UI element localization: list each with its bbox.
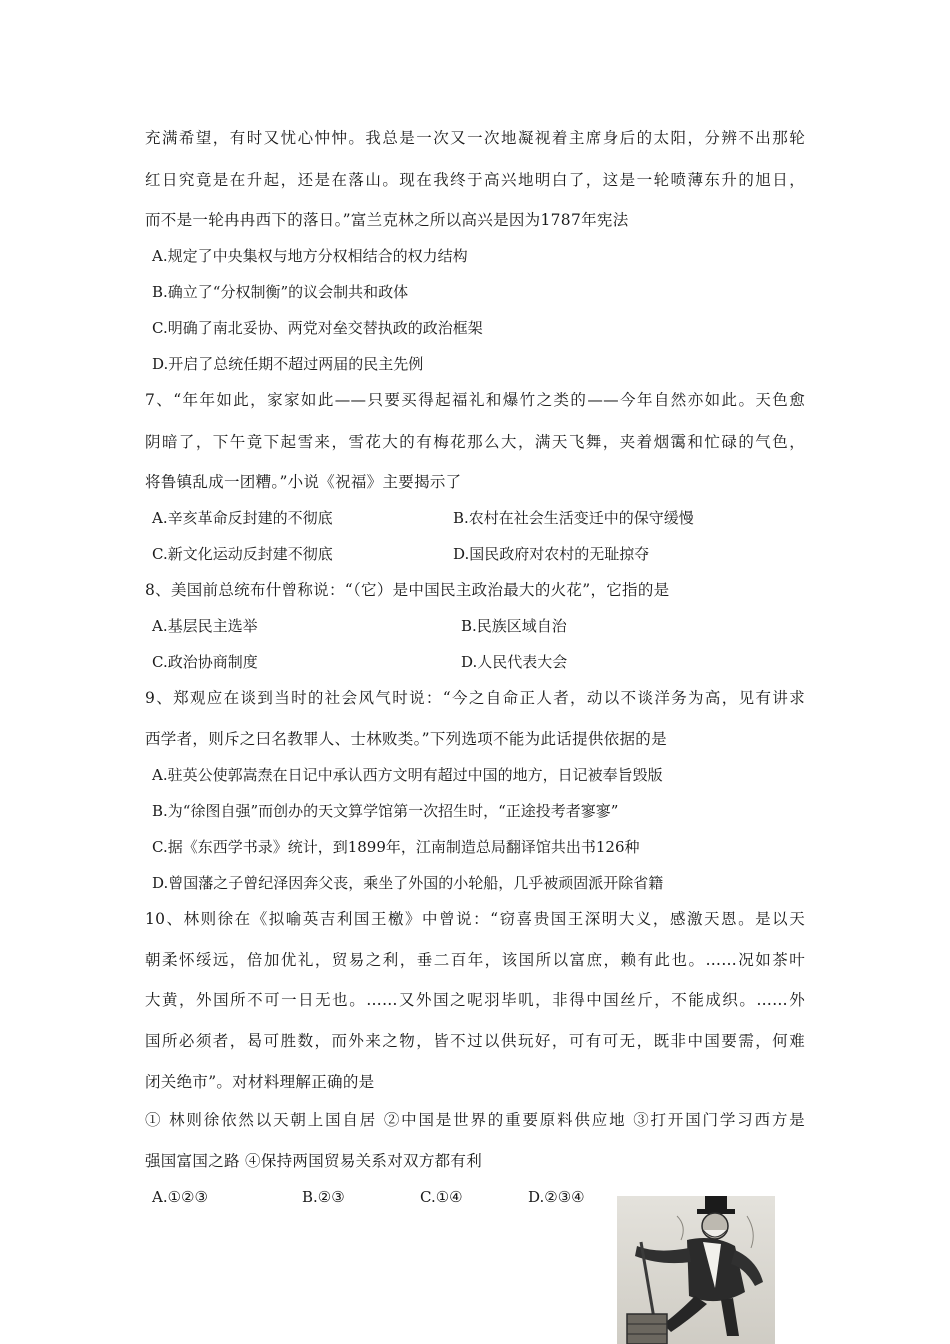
q10-option-b: B.②③ — [302, 1188, 345, 1206]
q7-line-1: 7、“年年如此，家家如此——只要买得起福礼和爆竹之类的——今年自然亦如此。天色愈 — [145, 391, 805, 409]
q8-option-a: A.基层民主选举 — [152, 617, 258, 635]
q10-line-5: 闭关绝市”。对材料理解正确的是 — [145, 1073, 375, 1091]
intro-option-c: C.明确了南北妥协、两党对垒交替执政的政治框架 — [152, 319, 483, 337]
q8-option-d: D.人民代表大会 — [461, 653, 568, 671]
intro-line-2: 红日究竟是在升起，还是在落山。现在我终于高兴地明白了，这是一轮喷薄东升的旭日， — [145, 171, 805, 189]
q8-option-c: C.政治协商制度 — [152, 653, 258, 671]
q7-line-2: 阴暗了，下午竟下起雪来，雪花大的有梅花那么大，满天飞舞，夹着烟霭和忙碌的气色， — [145, 433, 805, 451]
q10-line-3: 大黄，外国所不可一日无也。……又外国之呢羽毕叽，非得中国丝斤，不能成织。……外 — [145, 991, 805, 1009]
q7-option-a: A.辛亥革命反封建的不彻底 — [152, 509, 333, 527]
q10-statements-line-2: 强国富国之路 ④保持两国贸易关系对双方都有利 — [145, 1152, 483, 1170]
q10-line-1: 10、林则徐在《拟喻英吉利国王檄》中曾说：“窃喜贵国王深明大义，感激天恩。是以天 — [145, 910, 805, 928]
q10-line-4: 国所必须者，曷可胜数，而外来之物，皆不过以供玩好，可有可无，既非中国要需，何难 — [145, 1032, 805, 1050]
intro-option-b: B.确立了“分权制衡”的议会制共和政体 — [152, 283, 409, 301]
intro-option-a: A.规定了中央集权与地方分权相结合的权力结构 — [152, 247, 468, 265]
q9-line-1: 9、郑观应在谈到当时的社会风气时说：“今之自命正人者，动以不谈洋务为高，见有讲求 — [145, 689, 805, 707]
q7-line-3: 将鲁镇乱成一团糟。”小说《祝福》主要揭示了 — [145, 473, 462, 491]
intro-option-d: D.开启了总统任期不超过两届的民主先例 — [152, 355, 424, 373]
q9-option-b: B.为“徐图自强”而创办的天文算学馆第一次招生时，“正途投考者寥寥” — [152, 802, 619, 820]
q8-line-1: 8、美国前总统布什曾称说：“（它）是中国民主政治最大的火花”，它指的是 — [145, 581, 670, 599]
q10-option-a: A.①②③ — [152, 1188, 208, 1206]
q9-option-a: A.驻英公使郭嵩焘在日记中承认西方文明有超过中国的地方，日记被奉旨毁版 — [152, 766, 663, 784]
historical-cartoon-image — [617, 1196, 775, 1344]
intro-line-3: 而不是一轮冉冉西下的落日。”富兰克林之所以高兴是因为1787年宪法 — [145, 211, 629, 229]
q7-option-b: B.农村在社会生活变迁中的保守缓慢 — [453, 509, 694, 527]
q9-line-2: 西学者，则斥之曰名教罪人、士林败类。”下列选项不能为此话提供依据的是 — [145, 730, 667, 748]
q8-option-b: B.民族区域自治 — [461, 617, 567, 635]
q9-option-d: D.曾国藩之子曾纪泽因奔父丧，乘坐了外国的小轮船，几乎被顽固派开除省籍 — [152, 874, 664, 892]
q10-statements-line-1: ① 林则徐依然以天朝上国自居 ②中国是世界的重要原料供应地 ③打开国门学习西方是 — [145, 1111, 805, 1129]
q10-option-d: D.②③④ — [528, 1188, 585, 1206]
q10-line-2: 朝柔怀绥远，倍加优礼，贸易之利，垂二百年，该国所以富庶，赖有此也。……况如茶叶 — [145, 951, 805, 969]
cartoon-figure-icon — [617, 1196, 775, 1344]
intro-line-1: 充满希望，有时又忧心忡忡。我总是一次又一次地凝视着主席身后的太阳，分辨不出那轮 — [145, 129, 805, 147]
q7-option-d: D.国民政府对农村的无耻掠夺 — [453, 545, 650, 563]
q7-option-c: C.新文化运动反封建不彻底 — [152, 545, 333, 563]
q9-option-c: C.据《东西学书录》统计，到1899年，江南制造总局翻译馆共出书126种 — [152, 838, 640, 856]
q10-option-c: C.①④ — [420, 1188, 463, 1206]
